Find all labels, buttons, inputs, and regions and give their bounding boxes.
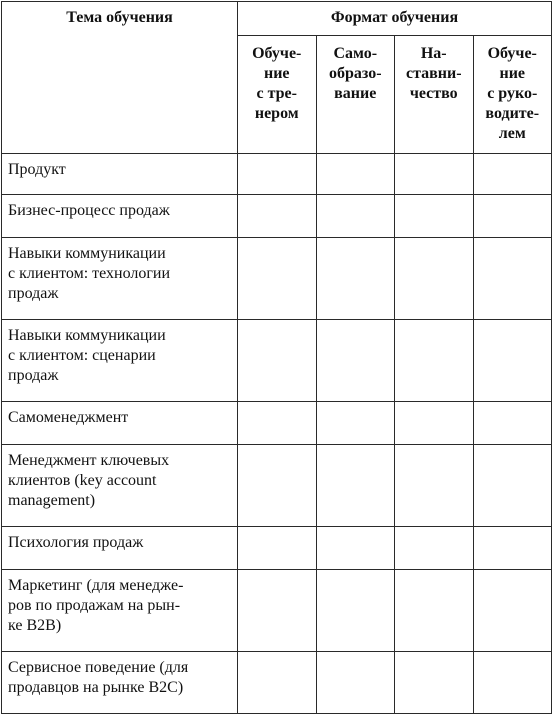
table-row	[2, 238, 552, 320]
row-topic-label: Сервисное поведение (для продавцов на рынке B2C)	[8, 659, 189, 696]
cell-manager	[473, 195, 552, 238]
cell-self-study	[316, 652, 395, 714]
row-topic-cell	[2, 570, 238, 652]
header-format-self-study-label: Само- образо- вание	[328, 45, 382, 102]
table-row	[2, 652, 552, 714]
cell-self-study	[316, 570, 395, 652]
cell-trainer	[238, 570, 317, 652]
cell-manager	[473, 238, 552, 320]
header-format-manager	[473, 36, 552, 154]
row-topic-label: Психология продаж	[8, 534, 144, 551]
table-row	[2, 445, 552, 527]
cell-manager	[473, 445, 552, 527]
cell-mentoring	[395, 527, 474, 570]
row-topic-cell	[2, 652, 238, 714]
header-row-main	[2, 2, 552, 36]
header-format	[238, 2, 552, 36]
cell-trainer	[238, 154, 317, 195]
table-row	[2, 527, 552, 570]
cell-self-study	[316, 154, 395, 195]
cell-trainer	[238, 652, 317, 714]
row-topic-cell	[2, 402, 238, 445]
cell-manager	[473, 402, 552, 445]
row-topic-label: Навыки коммуникации с клиентом: сценарии продаж	[8, 327, 166, 384]
cell-manager	[473, 652, 552, 714]
cell-mentoring	[395, 570, 474, 652]
cell-manager	[473, 154, 552, 195]
cell-self-study	[316, 445, 395, 527]
row-topic-cell	[2, 527, 238, 570]
header-format-self-study	[316, 36, 395, 154]
row-topic-label: Продукт	[8, 161, 66, 178]
training-format-table	[1, 1, 552, 714]
cell-manager	[473, 570, 552, 652]
table-row	[2, 570, 552, 652]
header-format-trainer	[238, 36, 317, 154]
row-topic-cell	[2, 238, 238, 320]
cell-mentoring	[395, 154, 474, 195]
cell-trainer	[238, 238, 317, 320]
table-row	[2, 320, 552, 402]
cell-trainer	[238, 527, 317, 570]
cell-mentoring	[395, 320, 474, 402]
header-format-label: Формат обучения	[330, 9, 459, 26]
cell-self-study	[316, 402, 395, 445]
cell-trainer	[238, 402, 317, 445]
cell-self-study	[316, 195, 395, 238]
row-topic-label: Менеджмент ключевых клиентов (key account management)	[8, 452, 170, 509]
cell-mentoring	[395, 402, 474, 445]
table-row	[2, 195, 552, 238]
header-format-trainer-label: Обуче- ние с тре- нером	[252, 45, 302, 122]
cell-trainer	[238, 320, 317, 402]
row-topic-label: Навыки коммуникации с клиентом: технологии продаж	[8, 245, 171, 302]
table-row	[2, 154, 552, 195]
header-topic	[2, 2, 238, 154]
cell-self-study	[316, 238, 395, 320]
cell-self-study	[316, 527, 395, 570]
header-format-mentoring	[395, 36, 474, 154]
cell-manager	[473, 320, 552, 402]
row-topic-cell	[2, 154, 238, 195]
header-format-manager-label: Обуче- ние с руко- водите- лем	[485, 45, 540, 142]
cell-mentoring	[395, 195, 474, 238]
row-topic-label: Бизнес-процесс продаж	[8, 202, 170, 219]
cell-trainer	[238, 445, 317, 527]
cell-manager	[473, 527, 552, 570]
table-row	[2, 402, 552, 445]
cell-self-study	[316, 320, 395, 402]
header-topic-label: Тема обучения	[66, 9, 173, 26]
row-topic-cell	[2, 445, 238, 527]
row-topic-label: Маркетинг (для менедже- ров по продажам на рын- ке B2B)	[8, 577, 184, 634]
cell-trainer	[238, 195, 317, 238]
cell-mentoring	[395, 445, 474, 527]
header-format-mentoring-label: На- ставни- чество	[405, 45, 462, 102]
row-topic-cell	[2, 195, 238, 238]
cell-mentoring	[395, 652, 474, 714]
cell-mentoring	[395, 238, 474, 320]
row-topic-cell	[2, 320, 238, 402]
row-topic-label: Самоменеджмент	[8, 409, 129, 426]
